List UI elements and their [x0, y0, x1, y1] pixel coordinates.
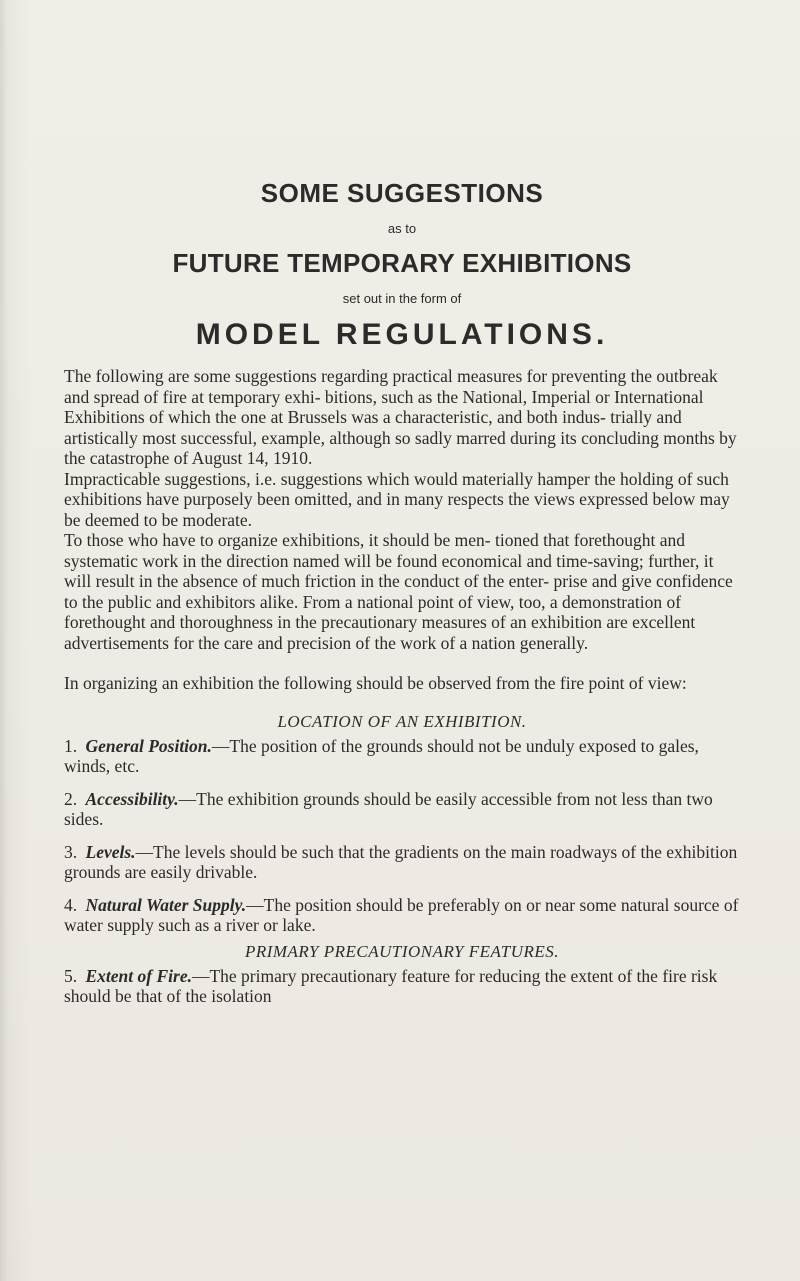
list-item	[64, 736, 740, 777]
item-number: 2.	[64, 788, 78, 809]
item-number: 5.	[64, 965, 78, 986]
item-text: —The position of the grounds should not be unduly exposed to gales, winds, etc.	[64, 735, 699, 776]
title-line-2: as to	[387, 221, 417, 236]
title-line-5: MODEL REGULATIONS.	[195, 318, 609, 351]
title-line-3: FUTURE TEMPORARY EXHIBITIONS	[172, 248, 632, 278]
intro-paragraph-3: To those who have to organize exhibitions, it should be men- tioned that forethought and systematic work in the direction named will be found economical and time-saving; further, it will result in the absence of much friction in the conduct of the enter- prise and give confidence to the public and exhibitors alike. From a national point of view, too, a demonstration of forethought and thoroughness in the precautionary measures of an exhibition are excellent advertisements for the care and precision of the work of a nation generally.	[64, 530, 733, 653]
intro-paragraph-1: The following are some suggestions regarding practical measures for preventing the outbreak and spread of fire at temporary exhi- bitions, such as the National, Imperial or International Exhibitions of which the one at Brussels was a characteristic, and both indus- trially and artistically most successful, example, although so sadly marred during its concluding months by the catastrophe of August 14, 1910.	[64, 366, 737, 468]
item-text: —The levels should be such that the gradients on the main roadways of the exhibition grounds are easily drivable.	[64, 841, 738, 882]
list-item	[64, 895, 740, 936]
item-number: 3.	[64, 841, 78, 862]
title-line-1: SOME SUGGESTIONS	[260, 178, 544, 208]
section-heading-primary: PRIMARY PRECAUTIONARY FEATURES.	[244, 941, 560, 961]
intro-paragraph-4: In organizing an exhibition the following should be observed from the fire point of view:	[64, 673, 687, 693]
list-item	[64, 789, 740, 830]
item-label: Natural Water Supply.	[85, 894, 247, 915]
title-line-4: set out in the form of	[342, 291, 462, 306]
item-number: 4.	[64, 894, 78, 915]
intro-paragraph-2: Impracticable suggestions, i.e. suggestions which would materially hamper the holding of such exhibitions have purposely been omitted, and in many respects the views expressed below may be deemed to be moderate.	[64, 468, 730, 530]
item-label: Levels.	[85, 841, 136, 862]
section-heading-location: LOCATION OF AN EXHIBITION.	[277, 711, 527, 731]
item-label: Accessibility.	[85, 788, 179, 809]
list-item	[64, 842, 740, 883]
item-text: —The position should be preferably on or near some natural source of water supply such as a river or lake.	[64, 894, 739, 935]
item-number: 1.	[64, 735, 78, 756]
list-item	[64, 966, 740, 1007]
item-text: —The primary precautionary feature for reducing the extent of the fire risk should be that of the isolation	[64, 965, 718, 1006]
item-label: General Position.	[85, 735, 212, 756]
item-label: Extent of Fire.	[85, 965, 192, 986]
item-text: —The exhibition grounds should be easily accessible from not less than two sides.	[64, 788, 713, 829]
spacer	[64, 653, 740, 673]
document-body	[64, 178, 740, 1019]
